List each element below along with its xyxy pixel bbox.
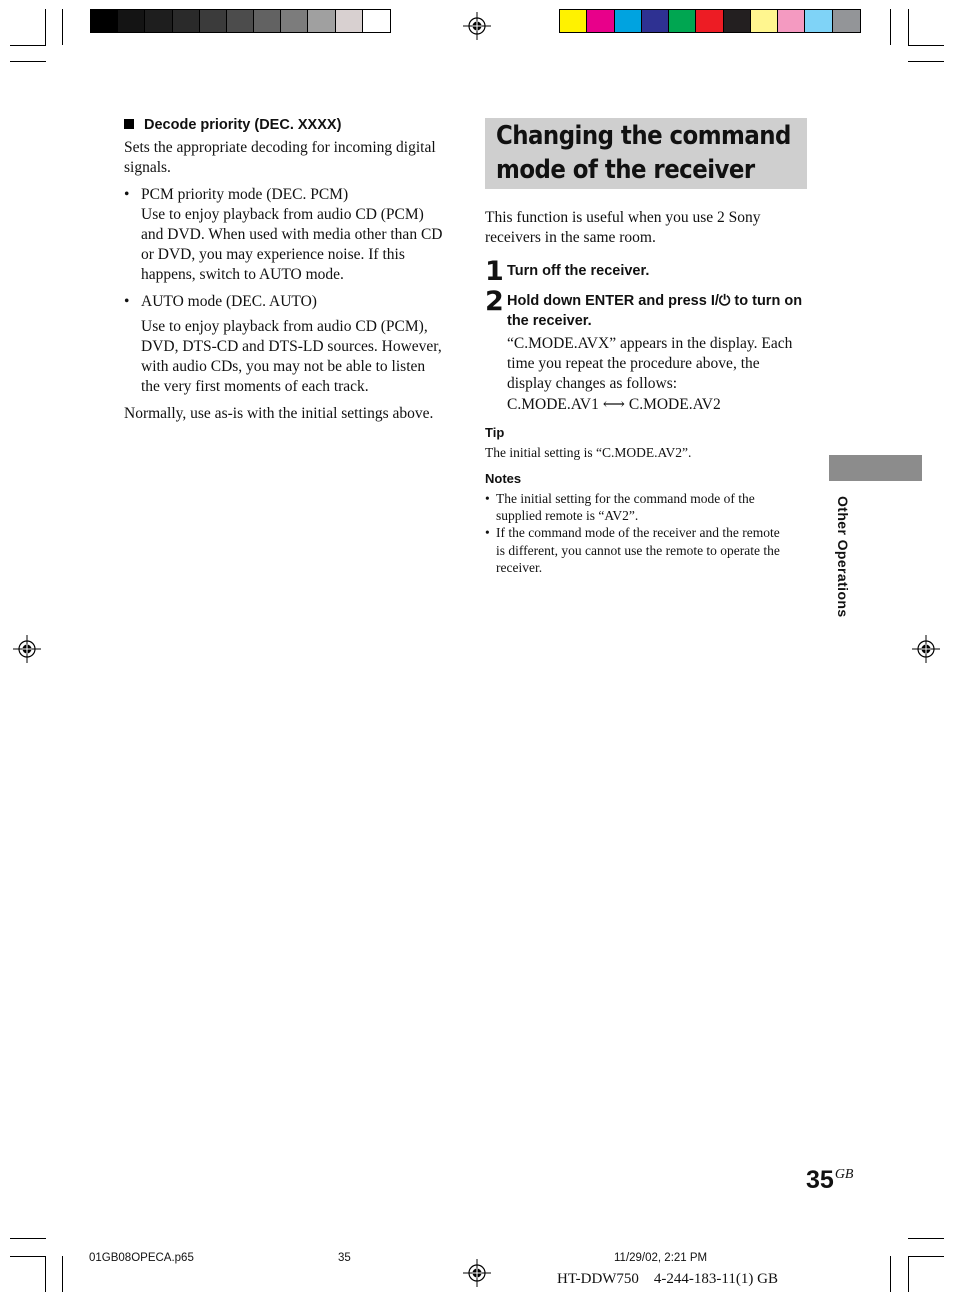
color-swatch [363, 10, 390, 32]
step-number: 1 [485, 256, 504, 287]
intro-text: Sets the appropriate decoding for incoming digital signals. [124, 139, 436, 177]
double-arrow-icon: ⟷ [602, 395, 625, 413]
footer-file: 01GB08OPECA.p65 [89, 1252, 194, 1264]
section-tab-label: Other Operations [835, 496, 851, 618]
tip-text: The initial setting is “C.MODE.AV2”. [485, 445, 692, 460]
tip-label: Tip [485, 425, 505, 440]
list-item [124, 185, 444, 286]
left-column [124, 115, 444, 424]
list-item: • The initial setting for the command mode of the supplied remote is “AV2”. [485, 491, 755, 524]
process-color-bar [559, 9, 861, 33]
color-swatch [281, 10, 308, 32]
page-number: $35^{GB}$ [806, 1166, 854, 1194]
color-swatch [696, 10, 723, 32]
section-tab [829, 455, 922, 481]
list-item [124, 292, 444, 398]
footer-page: 35 [338, 1252, 351, 1264]
title-line: Changing the command [496, 121, 791, 151]
bullet-icon: • [485, 525, 490, 541]
step-2 [485, 286, 805, 415]
registration-target-icon [463, 12, 491, 40]
registration-target-icon [463, 1259, 491, 1287]
power-icon: ⏻ [718, 293, 731, 309]
color-swatch [336, 10, 363, 32]
registration-target-icon [13, 635, 41, 663]
color-swatch [173, 10, 200, 32]
title-line: mode of the receiver [496, 155, 755, 185]
square-bullet-icon [124, 119, 134, 129]
color-swatch [91, 10, 118, 32]
color-swatch [778, 10, 805, 32]
color-swatch [615, 10, 642, 32]
color-swatch [118, 10, 145, 32]
bullet-icon: • [124, 185, 130, 203]
color-swatch [254, 10, 281, 32]
list-item-body: Use to enjoy playback from audio CD (PCM) and DVD. When used with media other than CD or DVD, you may experience noise. If this happens, switch to AUTO mode. [141, 205, 443, 284]
list-item-title: PCM priority mode (DEC. PCM) [141, 185, 349, 203]
step-body: “C.MODE.AVX” appears in the display. Each time you repeat the procedure above, the display changes as follows: C.MODE.AV1 ⟷ C.MODE.AV2 [507, 334, 805, 415]
color-swatch [560, 10, 587, 32]
color-swatch [833, 10, 860, 32]
step-text: Turn off the receiver. [507, 263, 650, 279]
color-swatch [669, 10, 696, 32]
section-subhead: Decode priority (DEC. XXXX) [124, 115, 444, 135]
grayscale-color-bar [90, 9, 391, 33]
notes-list [485, 490, 789, 576]
list-item: • If the command mode of the receiver and the remote is different, you cannot use the remote to operate the receiver. [485, 525, 780, 575]
color-swatch [587, 10, 614, 32]
color-swatch [227, 10, 254, 32]
color-swatch [145, 10, 172, 32]
list-item-body: Use to enjoy playback from audio CD (PCM), DVD, DTS-CD and DTS-LD sources. However, with audio CDs, you may not be able to listen the very first moments of each track. [141, 317, 442, 396]
mode-sequence: C.MODE.AV1 ⟷ C.MODE.AV2 [507, 395, 721, 413]
color-swatch [724, 10, 751, 32]
color-swatch [200, 10, 227, 32]
color-swatch [751, 10, 778, 32]
color-swatch [805, 10, 832, 32]
color-swatch [642, 10, 669, 32]
page-title [485, 118, 807, 189]
footer-model: HT-DDW750 4-244-183-11(1) GB [557, 1271, 778, 1287]
bullet-icon: • [124, 292, 130, 310]
bullet-icon: • [485, 491, 490, 506]
step-text: Hold down ENTER and press I/⏻ to turn on the receiver. [507, 293, 803, 329]
notes-label: Notes [485, 471, 522, 486]
registration-target-icon [912, 635, 940, 663]
closing-text: Normally, use as-is with the initial settings above. [124, 404, 434, 422]
list-item-title: AUTO mode (DEC. AUTO) [141, 292, 317, 310]
color-swatch [308, 10, 335, 32]
step-number: 2 [485, 286, 504, 317]
right-intro: This function is useful when you use 2 Sony receivers in the same room. [485, 209, 761, 247]
footer-datetime: 11/29/02, 2:21 PM [614, 1252, 708, 1264]
step-1 [485, 256, 805, 287]
